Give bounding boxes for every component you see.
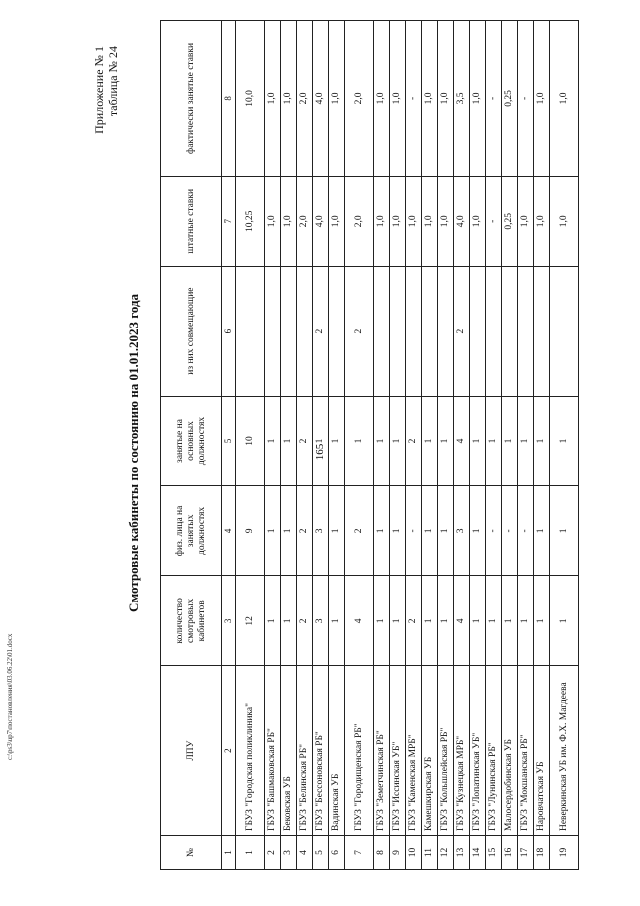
value-cell: 1 — [265, 396, 281, 486]
value-cell: 1 — [550, 576, 579, 666]
table-title: Смотровые кабинеты по состоянию на 01.01.2023 года — [126, 293, 141, 613]
column-number: 8 — [222, 21, 236, 177]
value-cell: 2 — [297, 486, 313, 576]
appendix-line-1: Приложение № 1 — [92, 46, 106, 134]
value-cell — [390, 266, 406, 396]
value-cell: 3 — [454, 486, 470, 576]
value-cell: 1,0 — [265, 21, 281, 177]
value-cell: 1 — [438, 576, 454, 666]
column-number: 6 — [222, 266, 236, 396]
table-row — [236, 21, 265, 870]
value-cell: 1,0 — [265, 176, 281, 266]
appendix-label — [92, 46, 120, 134]
header-cell: занятые на основных должностях — [161, 396, 222, 486]
value-cell: 2 — [297, 396, 313, 486]
institution-cell: ГБУЗ "Кузнецкая МРБ" — [454, 666, 470, 836]
value-cell: 2,0 — [345, 21, 374, 177]
value-cell: - — [518, 21, 534, 177]
value-cell: 0,25 — [502, 21, 518, 177]
row-number-cell: 17 — [518, 836, 534, 870]
value-cell: 1 — [550, 486, 579, 576]
value-cell: 1 — [281, 486, 297, 576]
institution-cell: ГБУЗ "Мокшанская РБ" — [518, 666, 534, 836]
row-number-cell: 1 — [236, 836, 265, 870]
value-cell: 1,0 — [470, 21, 486, 177]
value-cell: 1 — [486, 396, 502, 486]
value-cell: 1 — [470, 396, 486, 486]
value-cell — [534, 266, 550, 396]
value-cell: 1,0 — [438, 176, 454, 266]
table-row — [438, 21, 454, 870]
row-number-cell: 10 — [406, 836, 422, 870]
table-row — [518, 21, 534, 870]
value-cell: - — [486, 176, 502, 266]
table-row — [390, 21, 406, 870]
value-cell: - — [518, 486, 534, 576]
value-cell: 3,5 — [454, 21, 470, 177]
row-number-cell: 2 — [265, 836, 281, 870]
value-cell: 1 — [550, 396, 579, 486]
value-cell: 0,25 — [502, 176, 518, 266]
value-cell: 1 — [438, 396, 454, 486]
value-cell: 1 — [329, 486, 345, 576]
value-cell: 1 — [390, 576, 406, 666]
row-number-cell: 11 — [422, 836, 438, 870]
header-cell: № — [161, 836, 222, 870]
header-cell: из них совмещающие — [161, 266, 222, 396]
value-cell: 2 — [406, 396, 422, 486]
value-cell: 2,0 — [297, 21, 313, 177]
value-cell: 1 — [390, 396, 406, 486]
table-row — [486, 21, 502, 870]
column-number: 7 — [222, 176, 236, 266]
row-number-cell: 5 — [313, 836, 329, 870]
page-number: 165 — [314, 443, 326, 461]
value-cell: 1,0 — [374, 21, 390, 177]
value-cell: 1,0 — [534, 21, 550, 177]
value-cell: 2 — [345, 266, 374, 396]
value-cell: - — [486, 486, 502, 576]
file-path-footer: c:\ps3\up7\постановления\03.06.22\01.docx — [6, 633, 14, 760]
table-row — [534, 21, 550, 870]
value-cell: 1 — [502, 576, 518, 666]
column-number: 2 — [222, 666, 236, 836]
table-row — [422, 21, 438, 870]
row-number-cell: 19 — [550, 836, 579, 870]
value-cell: 9 — [236, 486, 265, 576]
row-number-cell: 3 — [281, 836, 297, 870]
value-cell: 1,0 — [374, 176, 390, 266]
value-cell: 1 — [329, 396, 345, 486]
value-cell: 1 — [374, 396, 390, 486]
row-number-cell: 16 — [502, 836, 518, 870]
value-cell — [297, 266, 313, 396]
value-cell: 10,25 — [236, 176, 265, 266]
table-row — [406, 21, 422, 870]
row-number-cell: 12 — [438, 836, 454, 870]
value-cell: 1,0 — [518, 176, 534, 266]
value-cell: 1 — [534, 396, 550, 486]
value-cell: 1 — [374, 486, 390, 576]
value-cell: 1,0 — [329, 176, 345, 266]
value-cell: 4,0 — [313, 176, 329, 266]
header-row — [161, 21, 222, 870]
row-number-cell: 6 — [329, 836, 345, 870]
value-cell — [374, 266, 390, 396]
table-row — [374, 21, 390, 870]
value-cell: - — [406, 21, 422, 177]
value-cell — [281, 266, 297, 396]
institution-cell: ГБУЗ "Земетчинская РБ" — [374, 666, 390, 836]
column-number: 3 — [222, 576, 236, 666]
value-cell — [518, 266, 534, 396]
value-cell — [486, 266, 502, 396]
institution-cell: ГБУЗ "Каменская МРБ" — [406, 666, 422, 836]
institution-cell: Неверкинская УБ им. Ф.Х. Магдеева — [550, 666, 579, 836]
value-cell: 2 — [406, 576, 422, 666]
institution-cell: ГБУЗ "Иссинская УБ" — [390, 666, 406, 836]
table-row — [502, 21, 518, 870]
value-cell — [470, 266, 486, 396]
value-cell: 1 — [486, 576, 502, 666]
institution-cell: ГБУЗ "Башмаковская РБ" — [265, 666, 281, 836]
value-cell: 4 — [454, 576, 470, 666]
value-cell: 3 — [313, 486, 329, 576]
table-row — [297, 21, 313, 870]
value-cell: 1 — [265, 576, 281, 666]
row-number-cell: 4 — [297, 836, 313, 870]
column-number: 5 — [222, 396, 236, 486]
value-cell: 2 — [345, 486, 374, 576]
institution-cell: Камешкирская УБ — [422, 666, 438, 836]
value-cell: 1 — [313, 396, 329, 486]
table-row — [329, 21, 345, 870]
value-cell: 4 — [345, 576, 374, 666]
value-cell: 4,0 — [313, 21, 329, 177]
header-cell: количество смотровых кабинетов — [161, 576, 222, 666]
institution-cell: Бековская УБ — [281, 666, 297, 836]
value-cell: 2,0 — [297, 176, 313, 266]
value-cell: 1 — [534, 486, 550, 576]
value-cell: 2 — [454, 266, 470, 396]
value-cell: 2,0 — [345, 176, 374, 266]
column-number: 4 — [222, 486, 236, 576]
value-cell: 1 — [422, 576, 438, 666]
value-cell: 1 — [374, 576, 390, 666]
value-cell: 1,0 — [281, 21, 297, 177]
row-number-cell: 13 — [454, 836, 470, 870]
row-number-cell: 9 — [390, 836, 406, 870]
institution-cell: Малосердобинская УБ — [502, 666, 518, 836]
row-number-cell: 18 — [534, 836, 550, 870]
value-cell: 1,0 — [422, 176, 438, 266]
header-cell: ЛПУ — [161, 666, 222, 836]
value-cell: 1,0 — [406, 176, 422, 266]
value-cell: 1,0 — [550, 21, 579, 177]
appendix-line-2: таблица № 24 — [106, 46, 120, 117]
table-body — [236, 21, 579, 870]
value-cell: 1 — [470, 486, 486, 576]
value-cell: 1,0 — [390, 21, 406, 177]
value-cell: 1 — [281, 396, 297, 486]
institution-cell: ГБУЗ "Бессоновская РБ" — [313, 666, 329, 836]
value-cell: 1 — [345, 396, 374, 486]
value-cell: 10,0 — [236, 21, 265, 177]
value-cell: 1 — [470, 576, 486, 666]
value-cell: - — [486, 21, 502, 177]
value-cell: 1 — [518, 576, 534, 666]
row-number-cell: 7 — [345, 836, 374, 870]
institution-cell: Наровчатская УБ — [534, 666, 550, 836]
value-cell: - — [502, 486, 518, 576]
value-cell: 12 — [236, 576, 265, 666]
institution-cell: ГБУЗ "Лопатинская УБ" — [470, 666, 486, 836]
table-row — [454, 21, 470, 870]
column-number: 1 — [222, 836, 236, 870]
value-cell: 1 — [422, 486, 438, 576]
value-cell: 1 — [422, 396, 438, 486]
table-row — [345, 21, 374, 870]
institution-cell: ГБУЗ "Кольшлейская РБ" — [438, 666, 454, 836]
value-cell: 2 — [313, 266, 329, 396]
value-cell — [236, 266, 265, 396]
value-cell: 2 — [297, 576, 313, 666]
institution-cell: ГБУЗ "Лунинская РБ" — [486, 666, 502, 836]
row-number-cell: 15 — [486, 836, 502, 870]
value-cell — [438, 266, 454, 396]
value-cell: 1,0 — [438, 21, 454, 177]
value-cell: 1 — [438, 486, 454, 576]
value-cell: 1 — [534, 576, 550, 666]
value-cell — [550, 266, 579, 396]
header-cell: штатные ставки — [161, 176, 222, 266]
value-cell: 1,0 — [470, 176, 486, 266]
value-cell — [422, 266, 438, 396]
table-row — [550, 21, 579, 870]
institution-cell: ГБУЗ "Городская поликлиника" — [236, 666, 265, 836]
value-cell: 3 — [313, 576, 329, 666]
value-cell: 1,0 — [281, 176, 297, 266]
value-cell: 1,0 — [390, 176, 406, 266]
value-cell: 4 — [454, 396, 470, 486]
value-cell: 1 — [390, 486, 406, 576]
value-cell: 1,0 — [422, 21, 438, 177]
value-cell: - — [406, 486, 422, 576]
row-number-cell: 8 — [374, 836, 390, 870]
table-row — [281, 21, 297, 870]
table-row — [313, 21, 329, 870]
table-row — [470, 21, 486, 870]
value-cell: 4,0 — [454, 176, 470, 266]
value-cell — [265, 266, 281, 396]
value-cell: 10 — [236, 396, 265, 486]
table-row — [265, 21, 281, 870]
value-cell — [502, 266, 518, 396]
value-cell: 1 — [281, 576, 297, 666]
value-cell: 1 — [518, 396, 534, 486]
header-cell: фактически занятые ставки — [161, 21, 222, 177]
institution-cell: ГБУЗ "Городищенская РБ" — [345, 666, 374, 836]
value-cell: 1,0 — [550, 176, 579, 266]
value-cell: 1,0 — [329, 21, 345, 177]
cabinets-table — [160, 20, 579, 870]
value-cell: 1,0 — [534, 176, 550, 266]
column-number-row — [222, 21, 236, 870]
institution-cell: ГБУЗ "Белинская РБ" — [297, 666, 313, 836]
value-cell: 1 — [502, 396, 518, 486]
institution-cell: Вадинская УБ — [329, 666, 345, 836]
value-cell: 1 — [265, 486, 281, 576]
value-cell — [406, 266, 422, 396]
header-cell: физ. лица на занятых должностях — [161, 486, 222, 576]
value-cell: 1 — [329, 576, 345, 666]
row-number-cell: 14 — [470, 836, 486, 870]
value-cell — [329, 266, 345, 396]
